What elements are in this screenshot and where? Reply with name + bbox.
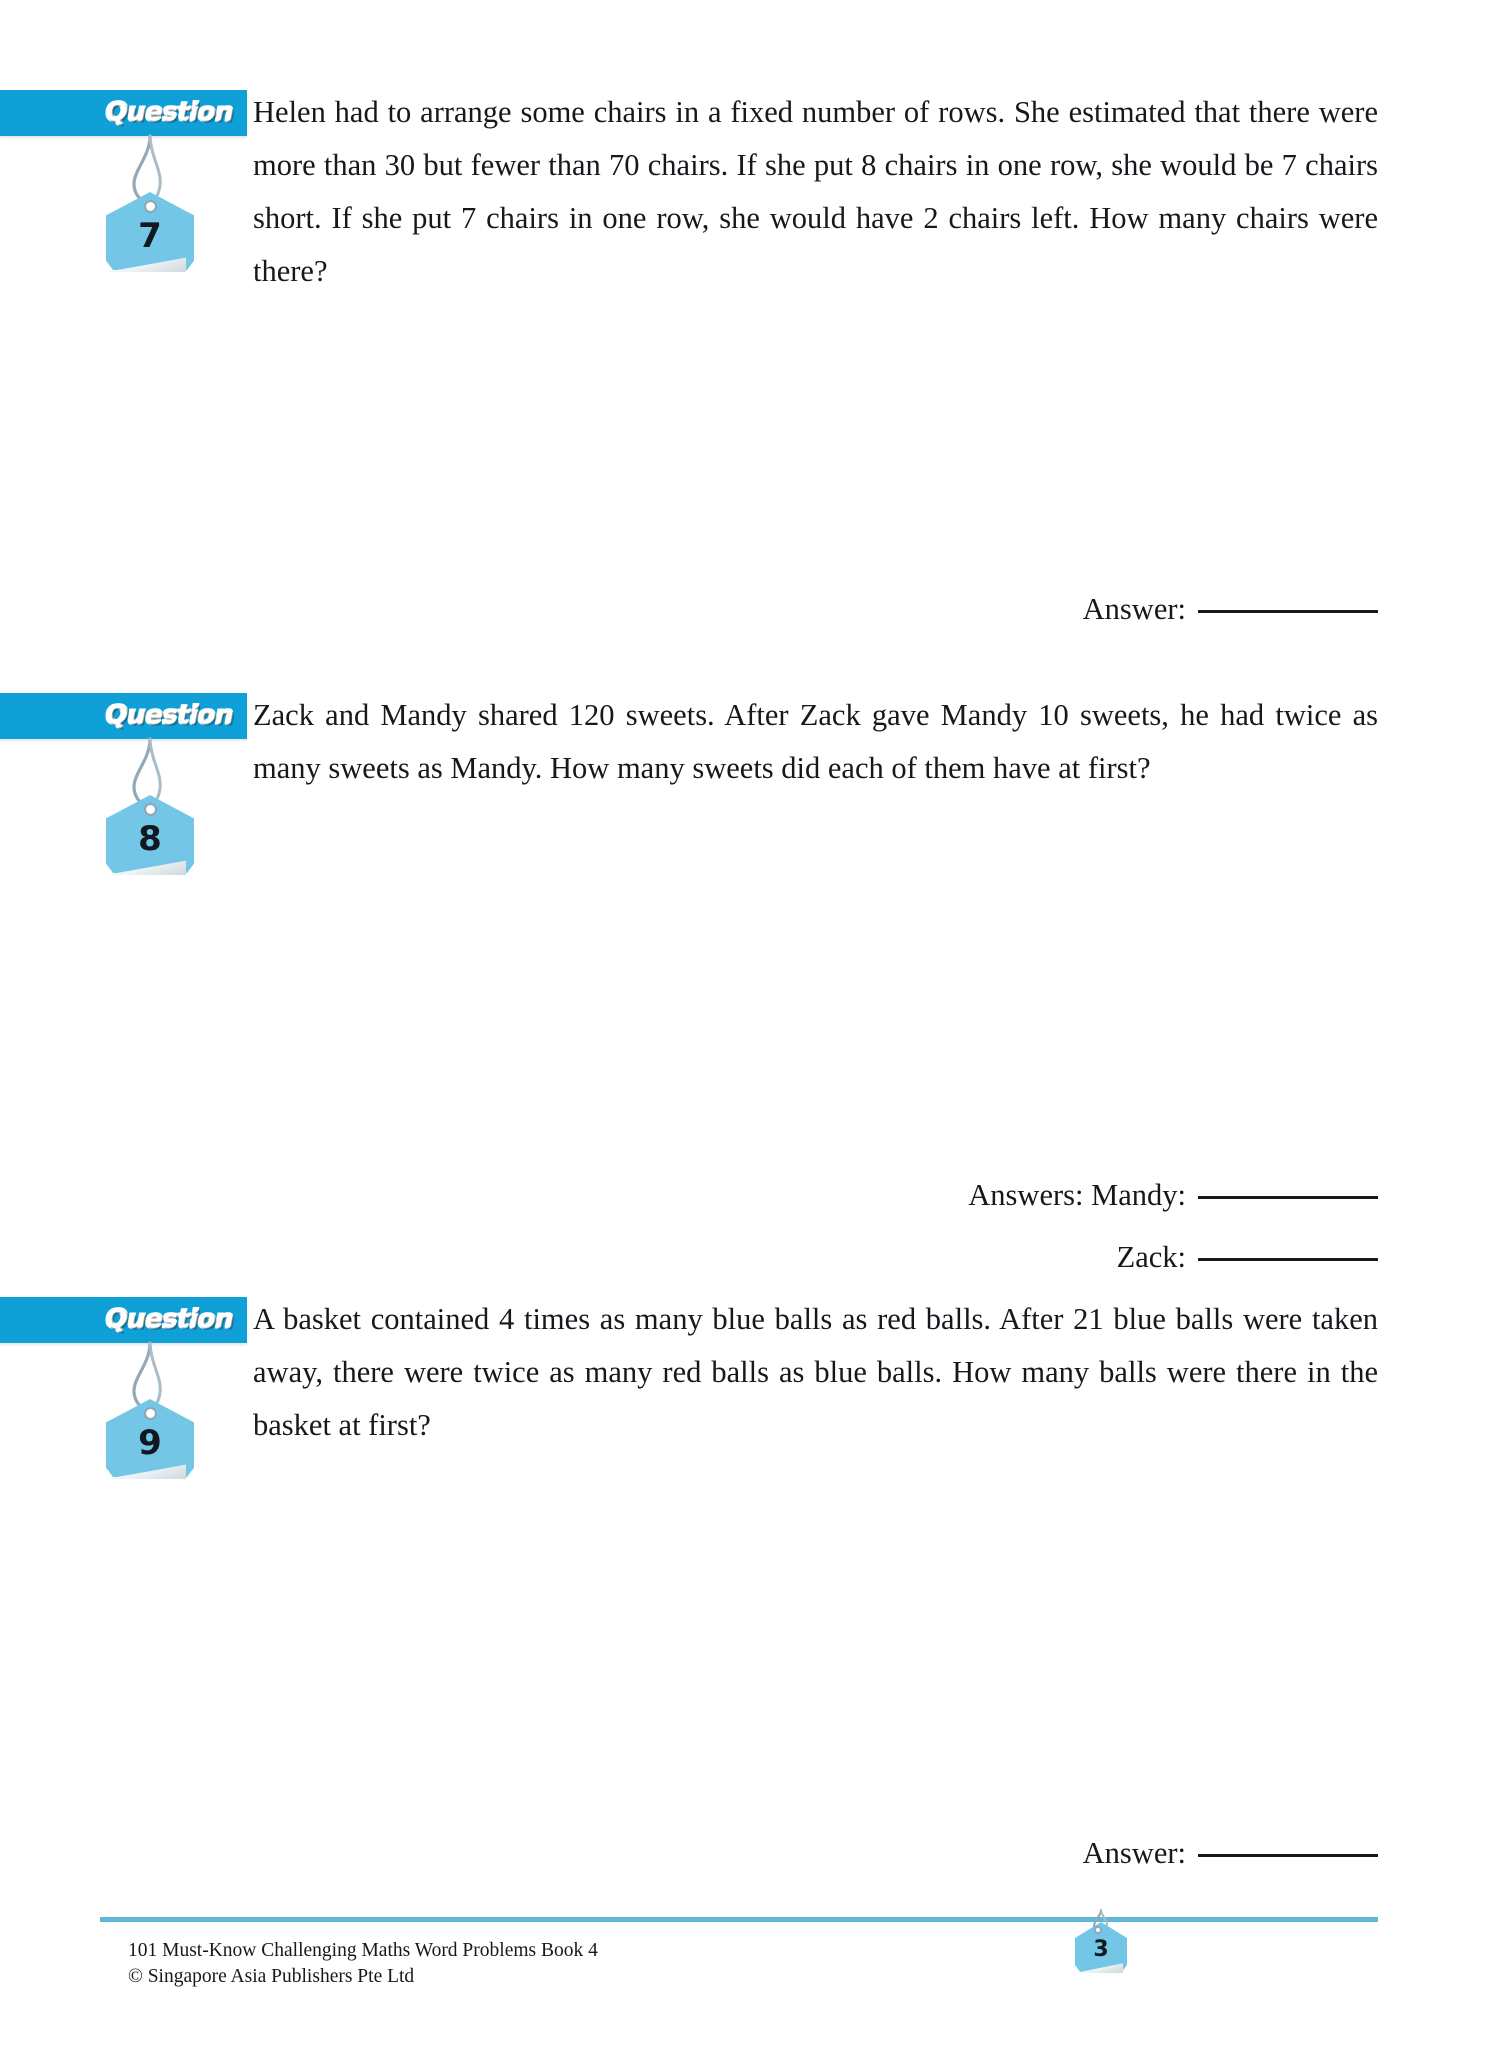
question-number-tag-8 (88, 737, 218, 867)
answer-blank-line[interactable] (1198, 1258, 1378, 1261)
question-banner-9 (0, 1297, 247, 1343)
answer-blank-line[interactable] (1198, 610, 1378, 613)
page-number: 3 (1093, 1936, 1109, 1962)
question-banner-7 (0, 90, 247, 136)
page-number-tag (1055, 1908, 1145, 1998)
answer-label: Answers: Mandy: (968, 1178, 1186, 1212)
question-number-tag-9 (88, 1341, 218, 1471)
question-banner-label: Question (105, 700, 233, 731)
answer-row-8-zack (0, 1240, 1378, 1275)
question-banner-label: Question (105, 1304, 233, 1335)
answer-label: Answer: (1082, 592, 1186, 626)
question-number: 8 (138, 819, 162, 859)
answer-row-9 (0, 1836, 1378, 1871)
question-banner-8 (0, 693, 247, 739)
footer-copyright: © Singapore Asia Publishers Pte Ltd (128, 1966, 415, 1987)
answer-label: Answer: (1082, 1836, 1186, 1870)
question-banner-label: Question (105, 97, 233, 128)
question-text-7: Helen had to arrange some chairs in a fixed number of rows. She estimated that there were more than 30 but fewer than 70 chairs. If she put 8 chairs in one row, she would be 7 chairs short. If she put 7 chairs in one row, she would have 2 chairs left. How many chairs were there? (253, 95, 1378, 288)
answer-row-8-mandy (0, 1178, 1378, 1213)
question-number: 7 (138, 216, 162, 256)
footer-title: 101 Must-Know Challenging Maths Word Problems Book 4 (128, 1940, 598, 1961)
question-text-8: Zack and Mandy shared 120 sweets. After Zack gave Mandy 10 sweets, he had twice as many sweets as Mandy. How many sweets did each of them have at first? (253, 698, 1378, 785)
footer-text (128, 1938, 598, 1990)
footer-divider (100, 1917, 1378, 1922)
question-text-9: A basket contained 4 times as many blue balls as red balls. After 21 blue balls were taken away, there were twice as many red balls as blue balls. How many balls were there in the basket at first? (253, 1302, 1378, 1442)
answer-blank-line[interactable] (1198, 1196, 1378, 1199)
answer-row-7 (0, 592, 1378, 627)
answer-label: Zack: (1116, 1240, 1186, 1274)
answer-blank-line[interactable] (1198, 1854, 1378, 1857)
question-number-tag-7 (88, 134, 218, 264)
question-number: 9 (138, 1423, 162, 1463)
